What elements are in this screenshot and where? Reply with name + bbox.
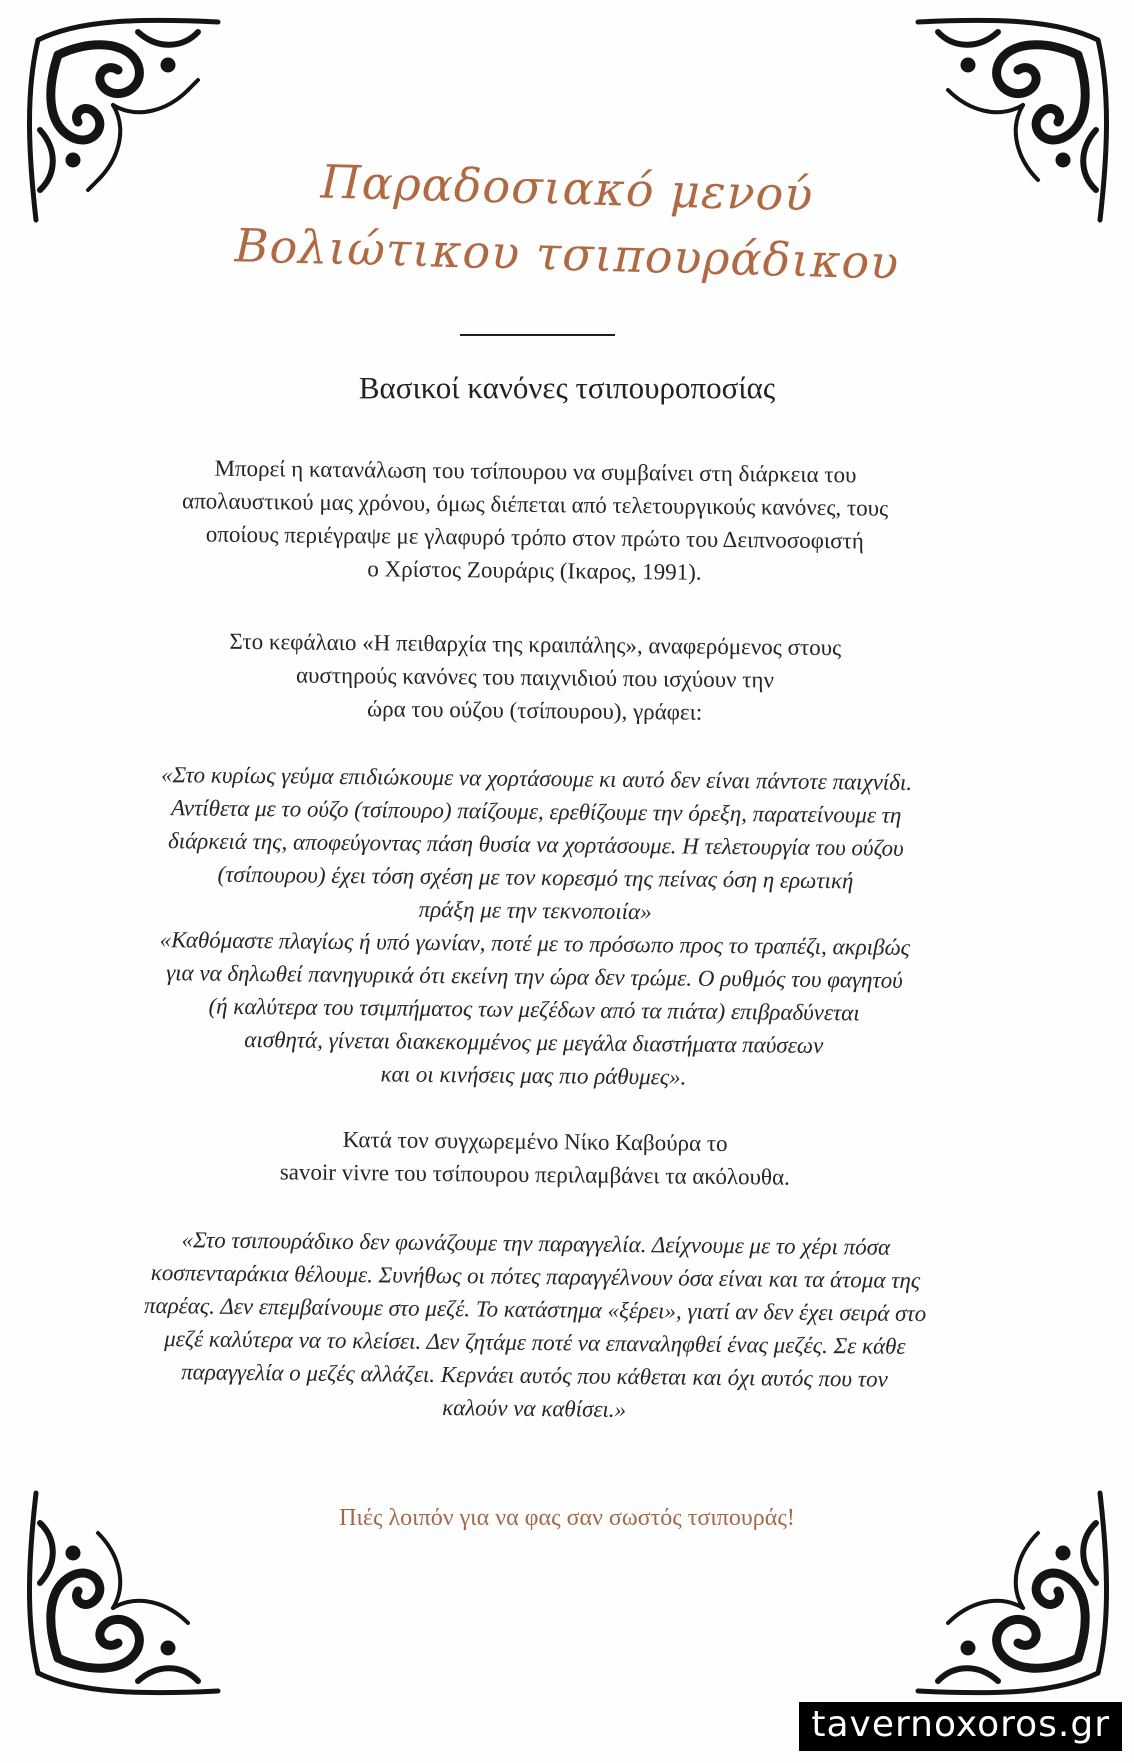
text-line: ώρα του ούζου (τσίπουρου), γράφει: (366, 696, 703, 725)
text-line: Στο κεφάλαιο «Η πειθαρχία της κραιπάλης», αναφερόμενος στους (229, 628, 842, 661)
text-line: ο Χρίστος Ζουράρις (Ικαρος, 1991). (367, 556, 702, 585)
quote-line: πράξη με την τεκνοποιία» (418, 896, 652, 925)
menu-title-line-1: Παραδοσιακό μενού (319, 154, 815, 222)
quote-line: και οι κινήσεις μας πιο ράθυμες». (380, 1061, 687, 1090)
quote-line: για να δηλωθεί πανηγυρικά ότι εκείνη την ώρα δεν τρώμε. Ο ρυθμός του φαγητού (166, 960, 903, 993)
quote-line: (τσίπουρου) έχει τόση σχέση με τον κορεσμό της πείνας όση η ερωτική (217, 861, 854, 894)
menu-title-line-2: Βολιώτικου τσιπουράδικου (234, 218, 900, 290)
savoir-vivre-paragraph (120, 1121, 951, 1196)
site-watermark: tavernoxoros.gr (799, 1702, 1122, 1751)
text-line: οποίους περιέγραψε με γλαφυρό τρόπο στον πρώτο του Δειπνοσοφιστή (205, 521, 864, 554)
text-line: Μπορεί η κατανάλωση του τσίπουρου να συμβαίνει στη διάρκεια του (214, 455, 857, 488)
quote-zouraris (118, 758, 951, 1097)
quote-line: καλούν να καθίσει.» (442, 1395, 627, 1422)
chapter-paragraph (120, 624, 951, 732)
quote-line: (ή καλύτερα του τσιμπήματος των μεζέδων από τα πιάτα) επιβραδύνεται (208, 993, 860, 1026)
intro-paragraph (119, 451, 950, 592)
quote-line: «Καθόμαστε πλαγίως ή υπό γωνίαν, ποτέ με το πρόσωπο προς το τραπέζι, ακριβώς (159, 927, 911, 960)
text-line: αυστηρούς κανόνες του παιχνιδιού που ισχύουν την (295, 662, 775, 693)
quote-line: παρέας. Δεν επεμβαίνουμε στο μεζέ. Το κατάστημα «ξέρει», γιατί αν δεν έχει σειρά στο (143, 1292, 927, 1327)
quote-line: διάρκειά της, αποφεύγοντας πάση θυσία να χορτάσουμε. Η τελετουργία του ούζου (167, 828, 904, 861)
quote-line: «Στο κυρίως γεύμα επιδιώκουμε να χορτάσουμε κι αυτό δεν είναι πάντοτε παιχνίδι. (160, 762, 913, 795)
quote-line: «Στο τσιπουράδικο δεν φωνάζουμε την παραγγελία. Δείχνουμε με το χέρι πόσα (181, 1227, 891, 1260)
quote-line: αισθητά, γίνεται διακεκομμένος με μεγάλα διαστήματα παύσεων (244, 1026, 824, 1059)
quote-line: Αντίθετα με το ούζο (τσίπουρο) παίζουμε, ερεθίζουμε την όρεξη, παρατείνουμε τη (170, 795, 902, 828)
quote-line: κοσπενταράκια θέλουμε. Συνήθως οι πότες παραγγέλνουν όσα είναι και τα άτομα της (150, 1259, 921, 1294)
title-divider (460, 334, 615, 336)
text-line: savoir vivre του τσίπουρου περιλαμβάνει τα ακόλουθα. (279, 1159, 790, 1190)
quote-line: παραγγελία ο μεζές αλλάζει. Κερνάει αυτός που κάθεται και όχι αυτός που τον (181, 1359, 888, 1392)
quote-kavouras (119, 1223, 951, 1430)
text-line: Κατά τον συγχωρεμένο Νίκο Καβούρα το (342, 1126, 728, 1157)
closing-line: Πιές λοιπόν για να φας σαν σωστός τσιπουράς! (339, 1505, 795, 1531)
text-line: απολαυστικού μας χρόνου, όμως διέπεται από τελετουργικούς κανόνες, τους (181, 488, 889, 521)
section-heading: Βασικοί κανόνες τσιπουροποσίας (358, 370, 776, 405)
quote-line: μεζέ καλύτερα να το κλείσει. Δεν ζητάμε ποτέ να επαναληφθεί ένας μεζές. Σε κάθε (164, 1326, 906, 1359)
